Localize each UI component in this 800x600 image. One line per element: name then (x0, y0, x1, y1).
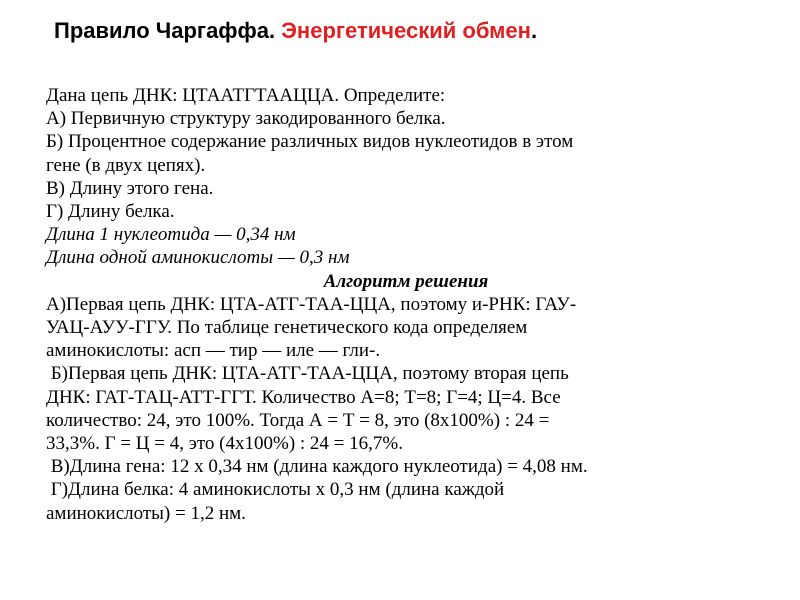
title-period: . (530, 18, 538, 43)
solution-line: Г)Длина белка: 4 аминокислоты х 0,3 нм (длина каждой (46, 479, 505, 501)
task-line: В) Длину этого гена. (46, 177, 214, 199)
solution-line: количество: 24, это 100%. Тогда А = Т = 8, это (8х100%) : 24 = (46, 409, 550, 431)
task-line: А) Первичную структуру закодированного белка. (46, 108, 446, 130)
given-line: Длина 1 нуклеотида — 0,34 нм (46, 224, 296, 246)
task-line: Дана цепь ДНК: ЦТААТГТААЦЦА. Определите: (46, 85, 446, 106)
slide-body (46, 84, 766, 525)
solution-line: УАЦ-АУУ-ГГУ. По таблице генетического кода определяем (46, 317, 528, 339)
task-line: Б) Процентное содержание различных видов нуклеотидов в этом (46, 131, 574, 153)
solution-line: аминокислоты: асп — тир — иле — гли-. (46, 340, 381, 362)
title-part-energy: Энергетический обмен (281, 18, 531, 43)
solution-line: А)Первая цепь ДНК: ЦТА-АТГ-ТАА-ЦЦА, поэтому и-РНК: ГАУ- (46, 293, 577, 315)
title-part-chargaff: Правило Чаргаффа. (54, 18, 282, 43)
solution-line: ДНК: ГАТ-ТАЦ-АТТ-ГГТ. Количество А=8; Т=8; Г=4; Ц=4. Все (46, 386, 561, 408)
task-line: Г) Длину белка. (46, 201, 175, 223)
task-line: гене (в двух цепях). (46, 154, 206, 176)
solution-line: Б)Первая цепь ДНК: ЦТА-АТГ-ТАА-ЦЦА, поэтому вторая цепь (46, 363, 569, 385)
solution-line: аминокислоты) = 1,2 нм. (46, 502, 246, 524)
slide-title (54, 18, 537, 44)
solution-line: В)Длина гена: 12 х 0,34 нм (длина каждого нуклеотида) = 4,08 нм. (46, 456, 588, 478)
solution-line: 33,3%. Г = Ц = 4, это (4х100%) : 24 = 16,7%. (46, 433, 403, 455)
algorithm-heading: Алгоритм решения (323, 270, 489, 292)
given-line: Длина одной аминокислоты — 0,3 нм (46, 247, 350, 269)
